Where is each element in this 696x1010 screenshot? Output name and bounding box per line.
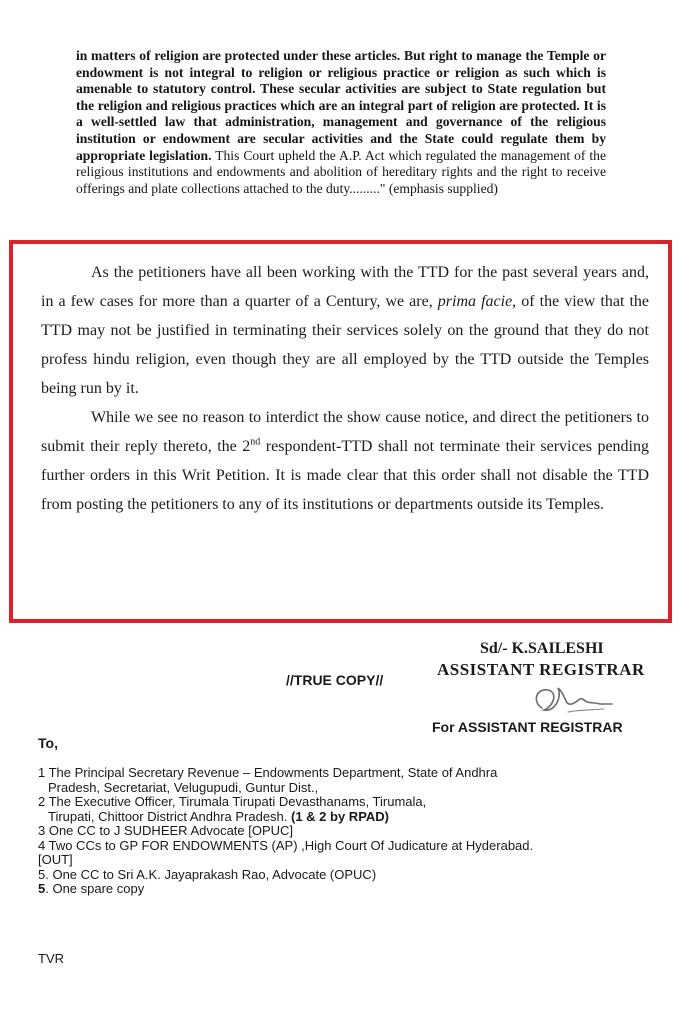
- to-label: To,: [38, 735, 58, 751]
- order-paragraph-2: While we see no reason to interdict the show cause notice, and direct the petitioners to submit their reply thereto, the 2nd respondent-TTD shall not terminate their services pending further orders in this Writ Petition. It is made clear that this order shall not disable the TTD from posting the petitioners to any of its institutions or departments outside its Temples.: [41, 409, 649, 513]
- signatory-title: ASSISTANT REGISTRAR: [437, 660, 645, 679]
- quoted-normal-text: This Court upheld the A.P. Act which regulated the management of the religious institutions and endowments and abolition of hereditary rights and the right to receive offerings and plate collections attached to the duty........." (emphasis supplied): [76, 147, 606, 196]
- footer-initials: TVR: [38, 951, 64, 966]
- list-item: 1 The Principal Secretary Revenue – Endowments Department, State of Andhra: [38, 765, 498, 780]
- list-item: [OUT]: [38, 852, 73, 867]
- list-item: Pradesh, Secretariat, Velugupudi, Guntur Dist.,: [48, 779, 319, 795]
- prima-facie-italic: prima facie: [437, 293, 513, 310]
- true-copy-label: //TRUE COPY//: [286, 672, 384, 688]
- for-assistant-registrar: For ASSISTANT REGISTRAR: [432, 719, 623, 735]
- list-item: 4 Two CCs to GP FOR ENDOWMENTS (AP) ,High Court Of Judicature at Hyderabad.: [38, 837, 534, 853]
- list-item: 5. One spare copy: [38, 881, 145, 896]
- list-item: 3 One CC to J SUDHEER Advocate [OPUC]: [38, 823, 294, 838]
- recipient-list: [38, 766, 658, 897]
- quoted-paragraph: [76, 48, 606, 197]
- list-item: Tirupati, Chittoor District Andhra Pradesh. (1 & 2 by RPAD): [48, 808, 390, 824]
- ordinal-superscript: nd: [250, 436, 261, 448]
- highlighted-order-box: [9, 240, 672, 623]
- quoted-bold-text: in matters of religion are protected under these articles. But right to manage the Temple or endowment is not integral to religion or religious practice or religion as such which is amenable to statutory control. These secular activities are subject to State regulation but the religion and religious practices which are an integral part of religion are protected. It is a well-settled law that administration, management and governance of the religious institution or endowment are secular activities and the State could regulate them by appropriate legislation.: [76, 48, 606, 163]
- signatory-name: Sd/- K.SAILESHI: [480, 640, 604, 657]
- order-paragraph-1: As the petitioners have all been working with the TTD for the past several years and, in a few cases for more than a quarter of a Century, we are, prima facie, of the view that the TTD may not be justified in terminating their services solely on the ground that they do not profess hindu religion, even though they are all employed by the TTD outside the Temples being run by it.: [41, 264, 649, 397]
- order-text: [41, 258, 649, 519]
- list-item: 2 The Executive Officer, Tirumala Tirupati Devasthanams, Tirumala,: [38, 794, 427, 809]
- handwritten-signature-icon: [528, 682, 618, 718]
- list-item: 5. One CC to Sri A.K. Jayaprakash Rao, Advocate (OPUC): [38, 866, 377, 882]
